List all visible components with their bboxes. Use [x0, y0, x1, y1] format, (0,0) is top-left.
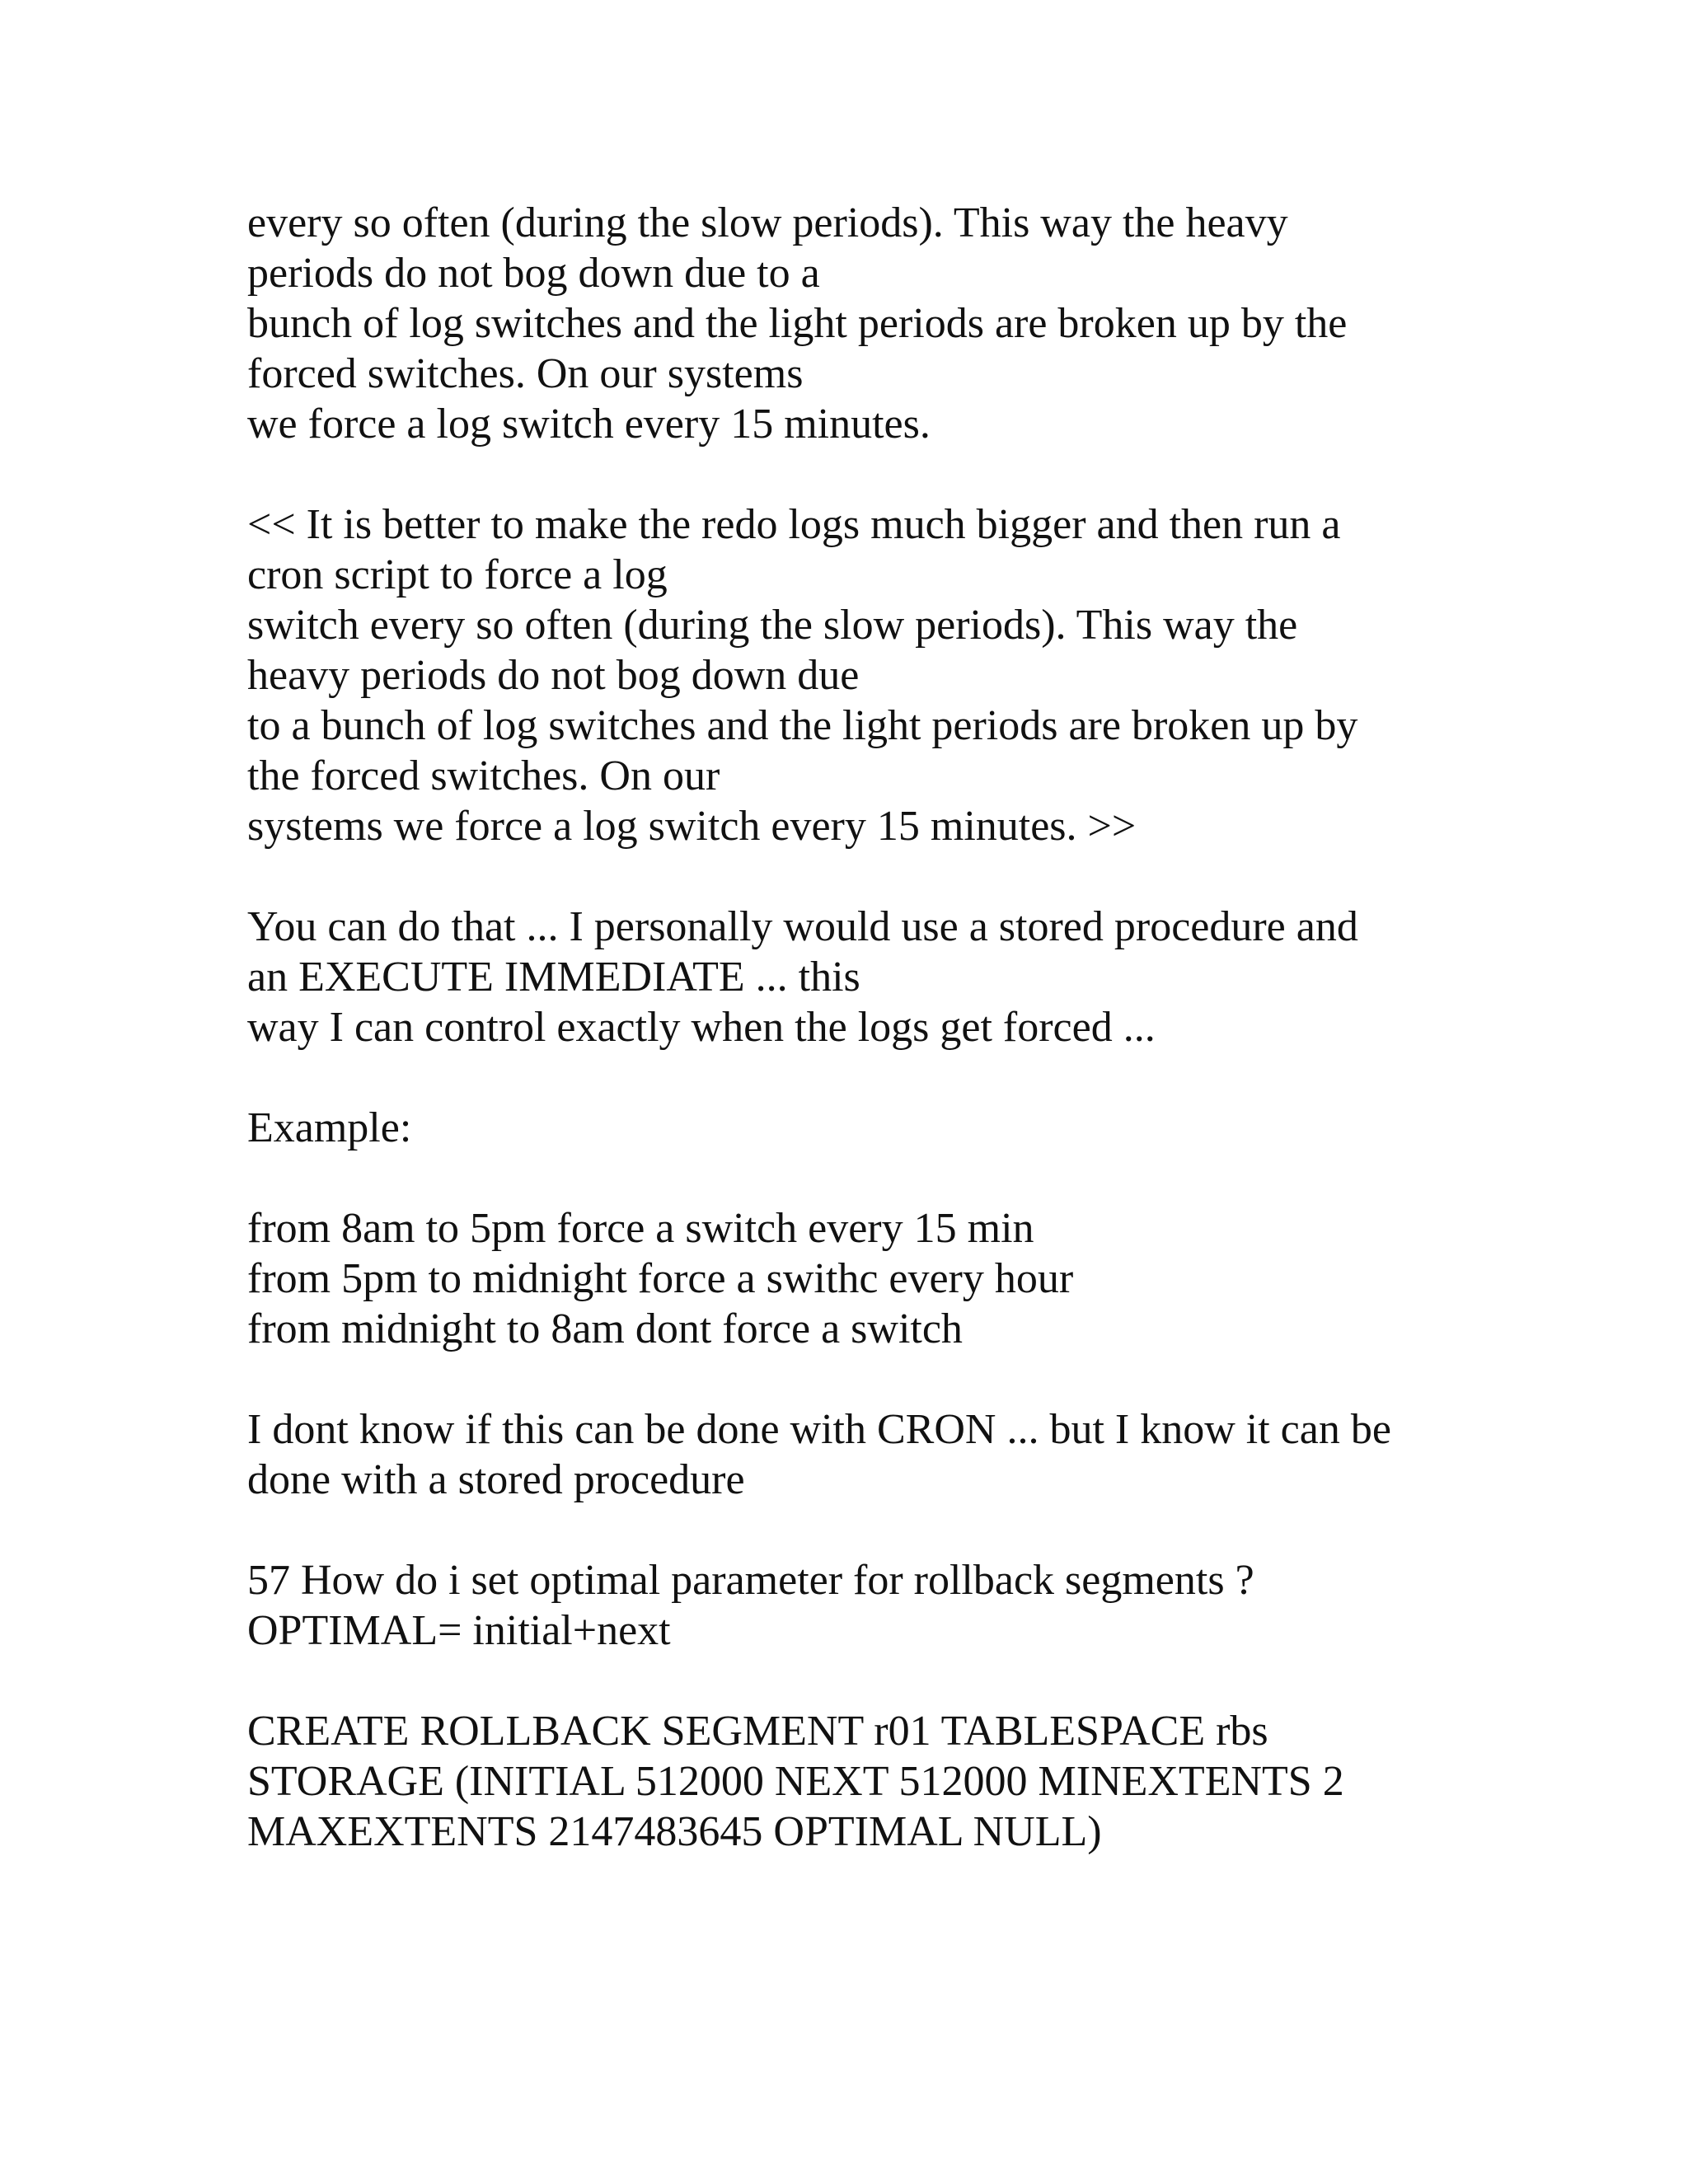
document-body [247, 198, 1467, 1907]
text-line: from midnight to 8am dont force a switch [247, 1305, 963, 1352]
text-line: to a bunch of log switches and the light periods are broken up by [247, 702, 1358, 749]
text-line: OPTIMAL= initial+next [247, 1607, 671, 1654]
paragraph-example-heading [247, 1103, 1467, 1153]
text-line: periods do not bog down due to a [247, 250, 820, 297]
paragraph-schedule [247, 1203, 1467, 1354]
text-line: the forced switches. On our [247, 752, 720, 799]
text-line: CREATE ROLLBACK SEGMENT r01 TABLESPACE rbs [247, 1708, 1268, 1755]
text-line: done with a stored procedure [247, 1456, 745, 1503]
text-line: Example: [247, 1104, 412, 1151]
paragraph-log-switch-intro [247, 198, 1467, 449]
text-line: MAXEXTENTS 2147483645 OPTIMAL NULL) [247, 1808, 1102, 1855]
text-line: from 5pm to midnight force a swithc every hour [247, 1255, 1074, 1302]
paragraph-question-57 [247, 1555, 1467, 1656]
text-line: an EXECUTE IMMEDIATE ... this [247, 954, 860, 1001]
paragraph-answer [247, 902, 1467, 1052]
text-line: way I can control exactly when the logs get forced ... [247, 1004, 1156, 1051]
paragraph-cron-note [247, 1404, 1467, 1505]
text-line: heavy periods do not bog down due [247, 652, 860, 699]
text-line: bunch of log switches and the light periods are broken up by the [247, 300, 1348, 347]
paragraph-quoted-question [247, 499, 1467, 851]
text-line: forced switches. On our systems [247, 350, 804, 397]
text-line: << It is better to make the redo logs much bigger and then run a [247, 501, 1341, 548]
text-line: You can do that ... I personally would use a stored procedure and [247, 903, 1358, 950]
text-line: 57 How do i set optimal parameter for rollback segments ? [247, 1557, 1254, 1604]
text-line: we force a log switch every 15 minutes. [247, 401, 931, 448]
text-line: switch every so often (during the slow periods). This way the [247, 602, 1298, 649]
paragraph-create-rollback-segment [247, 1706, 1467, 1857]
text-line: STORAGE (INITIAL 512000 NEXT 512000 MINEXTENTS 2 [247, 1758, 1344, 1805]
text-line: I dont know if this can be done with CRON ... but I know it can be [247, 1406, 1391, 1453]
text-line: every so often (during the slow periods). This way the heavy [247, 199, 1288, 246]
text-line: systems we force a log switch every 15 minutes. >> [247, 803, 1137, 850]
text-line: from 8am to 5pm force a switch every 15 min [247, 1205, 1034, 1252]
text-line: cron script to force a log [247, 551, 668, 598]
